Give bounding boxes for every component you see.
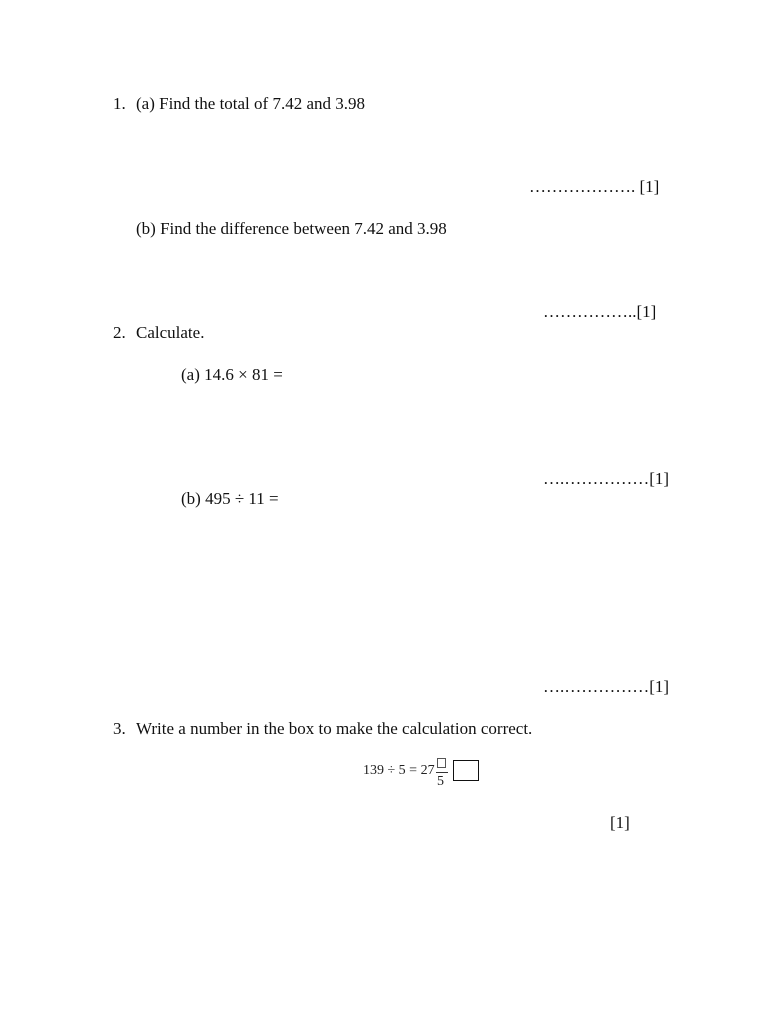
fraction-denominator: 5 [437, 774, 444, 789]
question-1a-text: (a) Find the total of 7.42 and 3.98 [136, 94, 365, 113]
question-2-prompt: Calculate. [136, 323, 205, 342]
question-2-number: 2. [113, 323, 126, 342]
question-1a-answer-line[interactable]: ………………. [1] [529, 177, 660, 196]
question-3-prompt: Write a number in the box to make the calculation correct. [136, 719, 533, 738]
question-2a-answer-line[interactable]: ….……………[1] [543, 469, 670, 488]
question-2a-text: (a) 14.6 × 81 = [181, 365, 283, 384]
question-1b-answer-line[interactable]: ……………..[1] [543, 302, 657, 321]
question-1b-text: (b) Find the difference between 7.42 and 3.98 [136, 219, 447, 238]
fraction-bar [436, 772, 448, 773]
question-3-number: 3. [113, 719, 126, 738]
question-2b-text: (b) 495 ÷ 11 = [181, 489, 279, 508]
question-3-marks: [1] [610, 813, 630, 832]
fraction-numerator-placeholder [437, 758, 446, 768]
question-2b-answer-line[interactable]: ….……………[1] [543, 677, 670, 696]
equation-left-side: 139 ÷ 5 = 27 [363, 763, 435, 778]
remainder-fraction [436, 757, 448, 791]
question-1-number: 1. [113, 94, 126, 113]
answer-box[interactable] [453, 760, 479, 781]
